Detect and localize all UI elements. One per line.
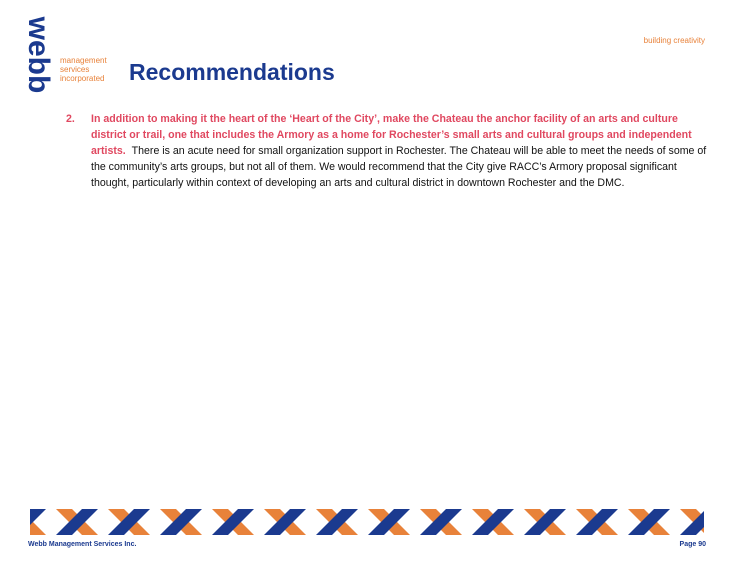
logo-line: incorporated: [60, 74, 105, 83]
recommendation-item: [66, 111, 712, 191]
logo-line: management: [60, 56, 107, 65]
footer-company: Webb Management Services Inc.: [28, 541, 137, 548]
recommendation-text: There is an acute need for small organization support in Rochester. The Chateau will be able to meet the needs of some of the community’s arts groups, but not all of them. We would recommend that the City give RACC’s Armory proposal significant thought, particularly within context of developing an arts and cultural district in downtown Rochester and the DMC.: [91, 145, 707, 189]
logo-line: services: [60, 65, 90, 74]
item-number: 2.: [66, 113, 75, 125]
logo-wordmark: [22, 12, 55, 98]
logo-subtitle: [60, 56, 107, 83]
recommendation-paragraph: [91, 111, 712, 191]
page-number: Page 90: [679, 541, 706, 548]
page-title: Recommendations: [129, 59, 335, 85]
tagline: building creativity: [643, 36, 705, 45]
recommendation-highlight: In addition to making it the heart of the ‘Heart of the City’, make the Chateau the anchor facility of an arts and culture district or trail, one that includes the Armory as a home for Rochester’s small arts and cultural groups and independent artists.: [91, 113, 692, 157]
decorative-pattern-band: [30, 509, 704, 535]
logo-word-text: webb: [22, 16, 55, 94]
